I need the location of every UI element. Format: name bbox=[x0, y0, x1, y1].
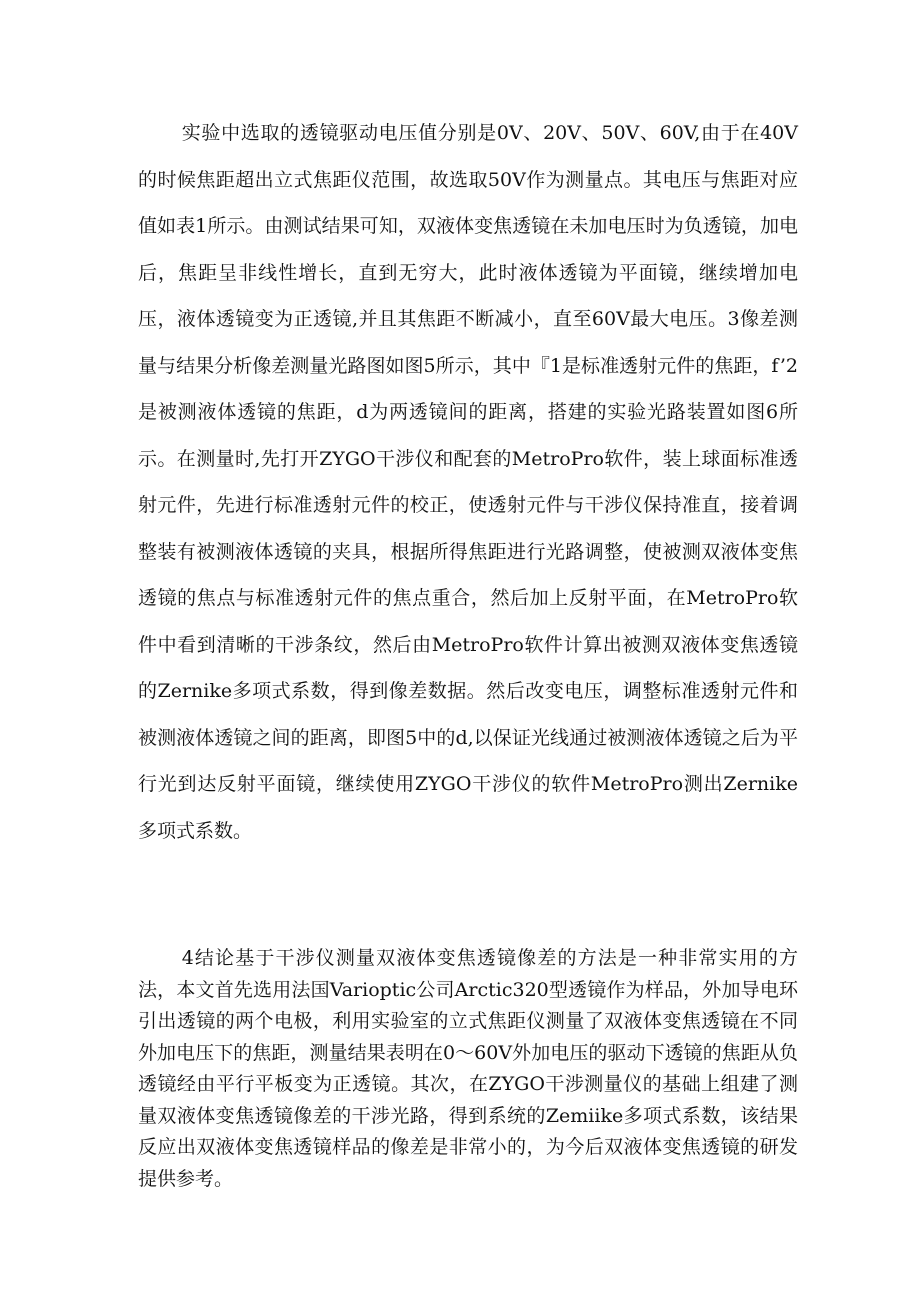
body-paragraph-experiment-results: 实验中选取的透镜驱动电压值分别是0V、20V、50V、60V,由于在40V的时候焦距超出立式焦距仪范围，故选取50V作为测量点。其电压与焦距对应值如表1所示。由测试结果可知，双液体变焦透镜在未加电压时为负透镜，加电后，焦距呈非线性增长，直到无穷大，此时液体透镜为平面镜，继续增加电压，液体透镜变为正透镜,并且其焦距不断减小，直至60V最大电压。3像差测量与结果分析像差测量光路图如图5所示，其中『1是标准透射元件的焦距，f’2是被测液体透镜的焦距，d为两透镜间的距离，搭建的实验光路装置如图6所示。在测量时,先打开ZYGO干涉仪和配套的MetroPro软件，装上球面标准透射元件，先进行标准透射元件的校正，使透射元件与干涉仪保持准直，接着调整装有被测液体透镜的夹具，根据所得焦距进行光路调整，使被测双液体变焦透镜的焦点与标准透射元件的焦点重合，然后加上反射平面，在MetroPro软件中看到清晰的干涉条纹，然后由MetroPro软件计算出被测双液体变焦透镜的Zernike多项式系数，得到像差数据。然后改变电压，调整标准透射元件和被测液体透镜之间的距离，即图5中的d,以保证光线通过被测液体透镜之后为平行光到达反射平面镜，继续使用ZYGO干涉仪的软件MetroPro测出Zernike多项式系数。 bbox=[138, 122, 798, 842]
body-paragraph-conclusion: 4结论基于干涉仪测量双液体变焦透镜像差的方法是一种非常实用的方法，本文首先选用法国Varioptic公司Arctic320型透镜作为样品，外加导电环引出透镜的两个电极，利用实验室的立式焦距仪测量了双液体变焦透镜在不同外加电压下的焦距，测量结果表明在0～60V外加电压的驱动下透镜的焦距从负透镜经由平行平板变为正透镜。其次，在ZYGO干涉测量仪的基础上组建了测量双液体变焦透镜像差的干涉光路，得到系统的Zemiike多项式系数，该结果反应出双液体变焦透镜样品的像差是非常小的，为今后双液体变焦透镜的研发提供参考。 bbox=[138, 947, 798, 1190]
